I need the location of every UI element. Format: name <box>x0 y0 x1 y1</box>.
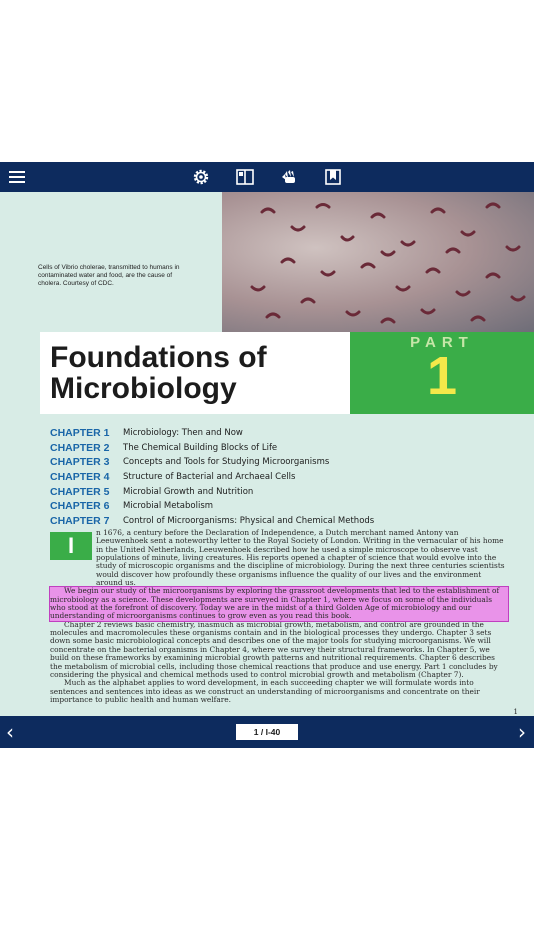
chapter-number: CHAPTER 7 <box>50 514 110 527</box>
chapter-row[interactable] <box>50 426 374 441</box>
chapter-number: CHAPTER 1 <box>50 427 110 440</box>
chapter-number: CHAPTER 2 <box>50 441 110 454</box>
chapter-row[interactable] <box>50 484 374 499</box>
title-line-2: Microbiology <box>50 372 237 405</box>
paragraph: Chapter 2 reviews basic chemistry, inasmuch as microbial growth, metabolism, and control are grounded in the molecules and macromolecules these organisms contain and in the biological processes they undergo. Chapter 3 sets down some basic microbiological concepts and describes one of the major tools for studying microorganisms. We will concentrate on the bacterial organisms in Chapter 4, where we survey their structural frameworks. In Chapter 5, we build on these frameworks by examining microbial growth patterns and nutritional requirements. Chapter 6 describes the metabolism of microbial cells, including those chemical reactions that produce and use energy. Part 1 concludes by considering the physical and chemical methods used to control microbial growth and metabolism (Chapter 7). <box>50 619 498 679</box>
chapter-title: Concepts and Tools for Studying Microorganisms <box>123 457 330 468</box>
book-layout-icon[interactable] <box>233 162 257 192</box>
chapter-title: Microbial Metabolism <box>123 501 214 512</box>
body-text <box>50 529 508 704</box>
microscope-photo <box>222 192 534 332</box>
chapter-row[interactable] <box>50 499 374 514</box>
paragraph-intro: n 1676, a century before the Declaration of Independence, a Dutch merchant named Antony van Leeuwenhoek sent a noteworthy letter to the Royal Society of London. Writing in the vernacular of his home in the United Netherlands, Leeuwenhoek described how he used a simple microscope to observe vast populations of minute, living creatures. His reports opened a chapter of science that would evolve into the study of microscopic organisms and the discipline of microbiology. During the next three centuries scientists would discover how profoundly these organisms influence the quality of our lives and the environment around us. <box>96 528 505 588</box>
highlighted-paragraph[interactable]: We begin our study of the microorganisms by exploring the grassroot developments that led to the establishment of microbiology as a science. These developments are surveyed in Chapter 1, where we focus on some of the individuals who stood at the forefront of discovery. Today we are in the midst of a third Golden Age of microbiology and our understanding of microorganisms continues to grow even as you read this book. <box>50 587 508 620</box>
part-number: 1 <box>426 346 458 406</box>
settings-icon[interactable] <box>189 162 213 192</box>
bottom-navigation-bar <box>0 716 534 748</box>
book-page <box>0 192 534 716</box>
chapter-title: The Chemical Building Blocks of Life <box>123 442 278 453</box>
vibrio-cells-image <box>222 192 534 332</box>
chapter-number: CHAPTER 5 <box>50 485 110 498</box>
part-badge <box>350 332 534 414</box>
page-number: 1 <box>513 708 518 716</box>
page-indicator[interactable]: 1 / I-40 <box>236 724 298 740</box>
chapter-row[interactable] <box>50 470 374 485</box>
chapter-number: CHAPTER 6 <box>50 500 110 513</box>
chapter-list <box>50 426 374 528</box>
bookmark-icon[interactable] <box>321 162 345 192</box>
menu-icon[interactable] <box>4 162 30 192</box>
chapter-title: Microbiology: Then and Now <box>123 428 243 439</box>
chevron-left-icon[interactable]: ‹ <box>6 720 14 744</box>
image-caption: Cells of Vibrio cholerae, transmitted to humans in contaminated water and food, are the cause of cholera. Courtesy of CDC. <box>38 264 180 287</box>
chapter-title: Microbial Growth and Nutrition <box>123 486 254 497</box>
chapter-number: CHAPTER 3 <box>50 456 110 469</box>
paragraph: Much as the alphabet applies to word development, in each succeeding chapter we will formulate words into sentences and sentences into ideas as we construct an understanding of microorganisms and concentrate on their importance to public health and human welfare. <box>50 678 480 704</box>
chapter-row[interactable] <box>50 455 374 470</box>
part-title <box>50 342 267 404</box>
hand-raise-icon[interactable] <box>277 162 301 192</box>
top-toolbar <box>0 162 534 192</box>
chapter-row[interactable] <box>50 441 374 456</box>
part-label: PART <box>410 334 474 351</box>
chapter-title: Structure of Bacterial and Archaeal Cells <box>123 472 296 483</box>
title-line-1: Foundations of <box>50 341 267 374</box>
chapter-title: Control of Microorganisms: Physical and Chemical Methods <box>123 515 375 526</box>
chevron-right-icon[interactable]: › <box>518 720 526 744</box>
chapter-number: CHAPTER 4 <box>50 471 110 484</box>
drop-cap: I <box>50 532 92 560</box>
chapter-row[interactable] <box>50 514 374 529</box>
